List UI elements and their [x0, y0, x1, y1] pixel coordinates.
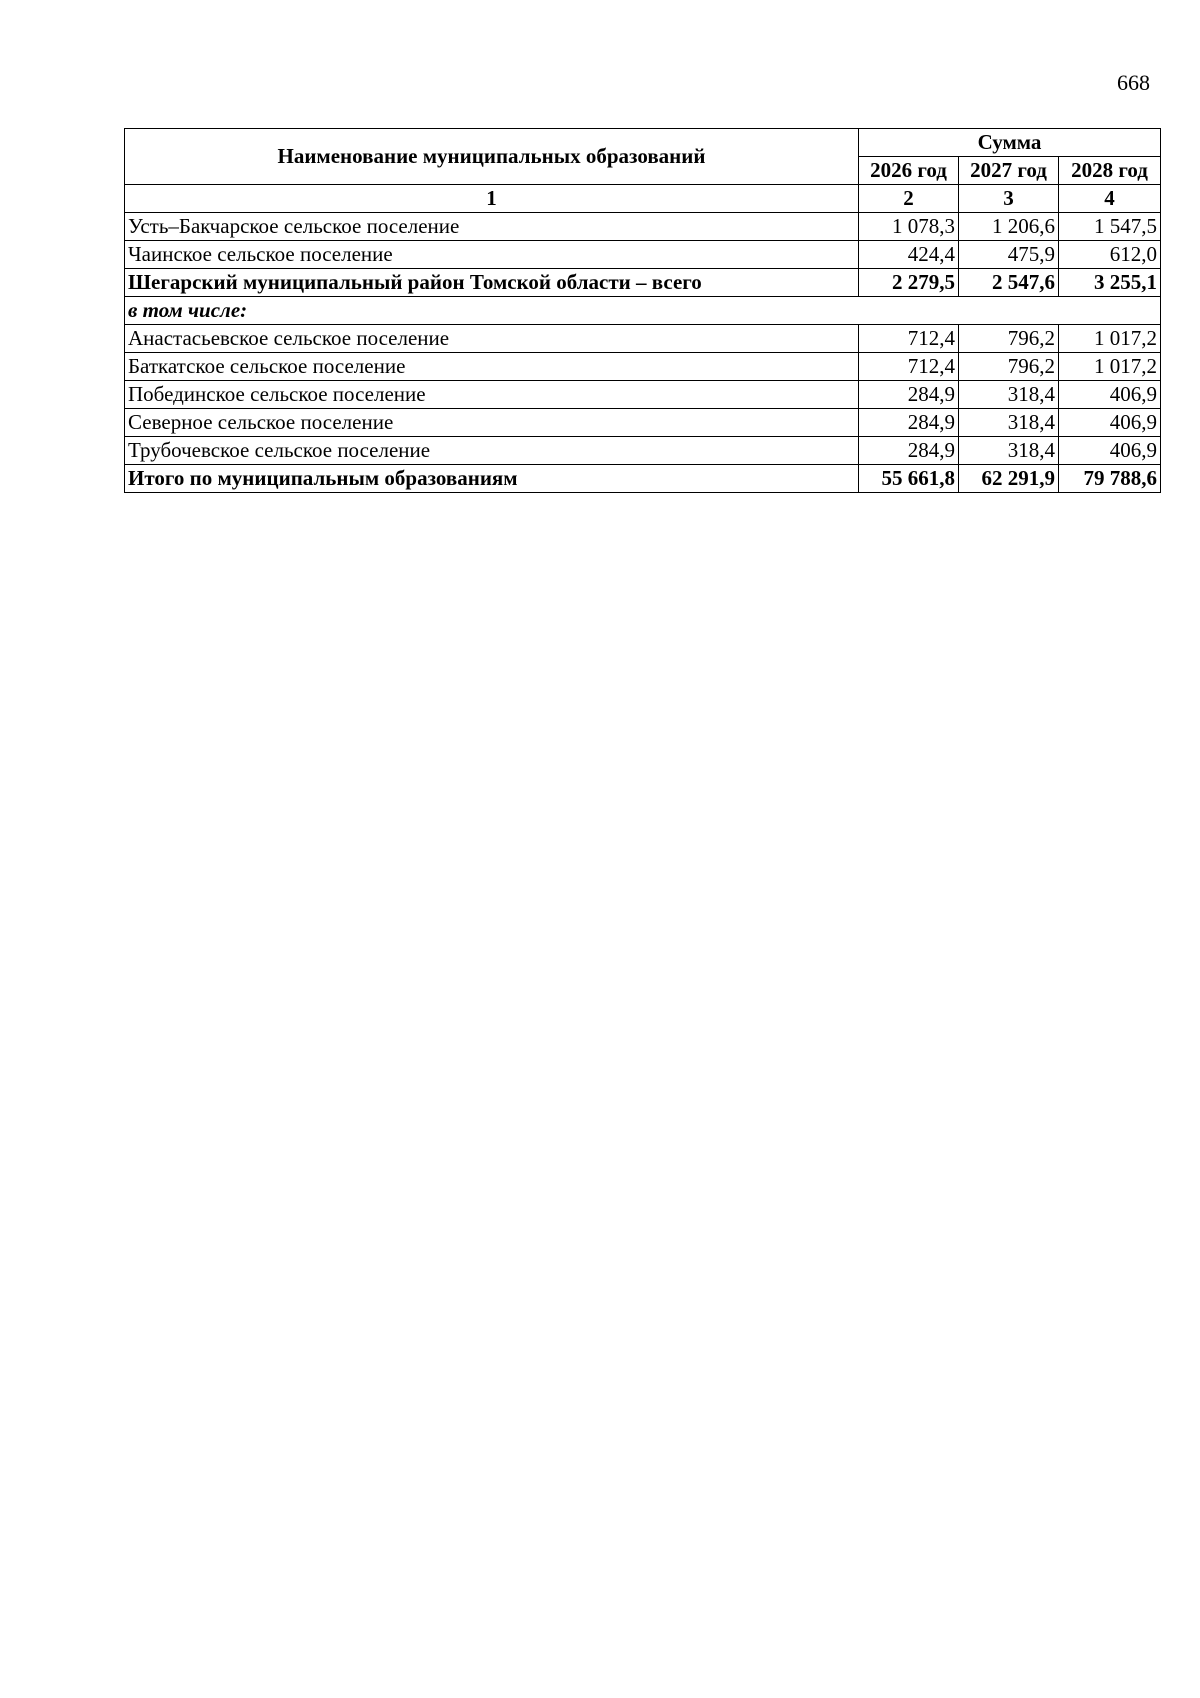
value-2026: 712,4: [859, 325, 959, 353]
value-2027: 796,2: [959, 325, 1059, 353]
budget-table: [124, 128, 1161, 493]
column-numbers-row: [125, 185, 1161, 213]
row-name: Трубочевское сельское поселение: [125, 437, 859, 465]
district-subtotal-row: [125, 269, 1161, 297]
table-row: [125, 353, 1161, 381]
row-name: Северное сельское поселение: [125, 409, 859, 437]
value-2028: 406,9: [1059, 409, 1161, 437]
table-row: [125, 213, 1161, 241]
value-2026: 1 078,3: [859, 213, 959, 241]
total-row: [125, 465, 1161, 493]
table-row: [125, 381, 1161, 409]
table-row: [125, 325, 1161, 353]
row-name: Анастасьевское сельское поселение: [125, 325, 859, 353]
value-2026: 284,9: [859, 437, 959, 465]
value-2027: 1 206,6: [959, 213, 1059, 241]
value-2028: 1 017,2: [1059, 325, 1161, 353]
value-2026: 284,9: [859, 409, 959, 437]
value-2028: 1 547,5: [1059, 213, 1161, 241]
value-2027: 318,4: [959, 381, 1059, 409]
value-2026: 712,4: [859, 353, 959, 381]
column-number: 4: [1059, 185, 1161, 213]
value-2028: 612,0: [1059, 241, 1161, 269]
column-number: 1: [125, 185, 859, 213]
total-2026: 55 661,8: [859, 465, 959, 493]
value-2028: 406,9: [1059, 381, 1161, 409]
row-name: Усть–Бакчарское сельское поселение: [125, 213, 859, 241]
value-2027: 475,9: [959, 241, 1059, 269]
table-row: [125, 409, 1161, 437]
value-2027: 796,2: [959, 353, 1059, 381]
page-number: 668: [1117, 70, 1150, 95]
header-year-2027: 2027 год: [959, 157, 1059, 185]
value-2028: 1 017,2: [1059, 353, 1161, 381]
including-label: в том числе:: [125, 297, 1161, 325]
table-row: [125, 241, 1161, 269]
header-year-2026: 2026 год: [859, 157, 959, 185]
value-2027: 2 547,6: [959, 269, 1059, 297]
value-2027: 318,4: [959, 437, 1059, 465]
value-2028: 3 255,1: [1059, 269, 1161, 297]
total-2027: 62 291,9: [959, 465, 1059, 493]
value-2028: 406,9: [1059, 437, 1161, 465]
header-year-2028: 2028 год: [1059, 157, 1161, 185]
row-name: Побединское сельское поселение: [125, 381, 859, 409]
column-number: 2: [859, 185, 959, 213]
header-sum-group: Сумма: [859, 129, 1161, 157]
header-row-1: [125, 129, 1161, 157]
value-2026: 424,4: [859, 241, 959, 269]
row-name: Баткатское сельское поселение: [125, 353, 859, 381]
value-2026: 2 279,5: [859, 269, 959, 297]
row-name: Шегарский муниципальный район Томской области – всего: [125, 269, 859, 297]
column-number: 3: [959, 185, 1059, 213]
value-2027: 318,4: [959, 409, 1059, 437]
total-2028: 79 788,6: [1059, 465, 1161, 493]
total-label: Итого по муниципальным образованиям: [125, 465, 859, 493]
header-name-column: Наименование муниципальных образований: [125, 129, 859, 185]
value-2026: 284,9: [859, 381, 959, 409]
including-row: [125, 297, 1161, 325]
table-row: [125, 437, 1161, 465]
row-name: Чаинское сельское поселение: [125, 241, 859, 269]
